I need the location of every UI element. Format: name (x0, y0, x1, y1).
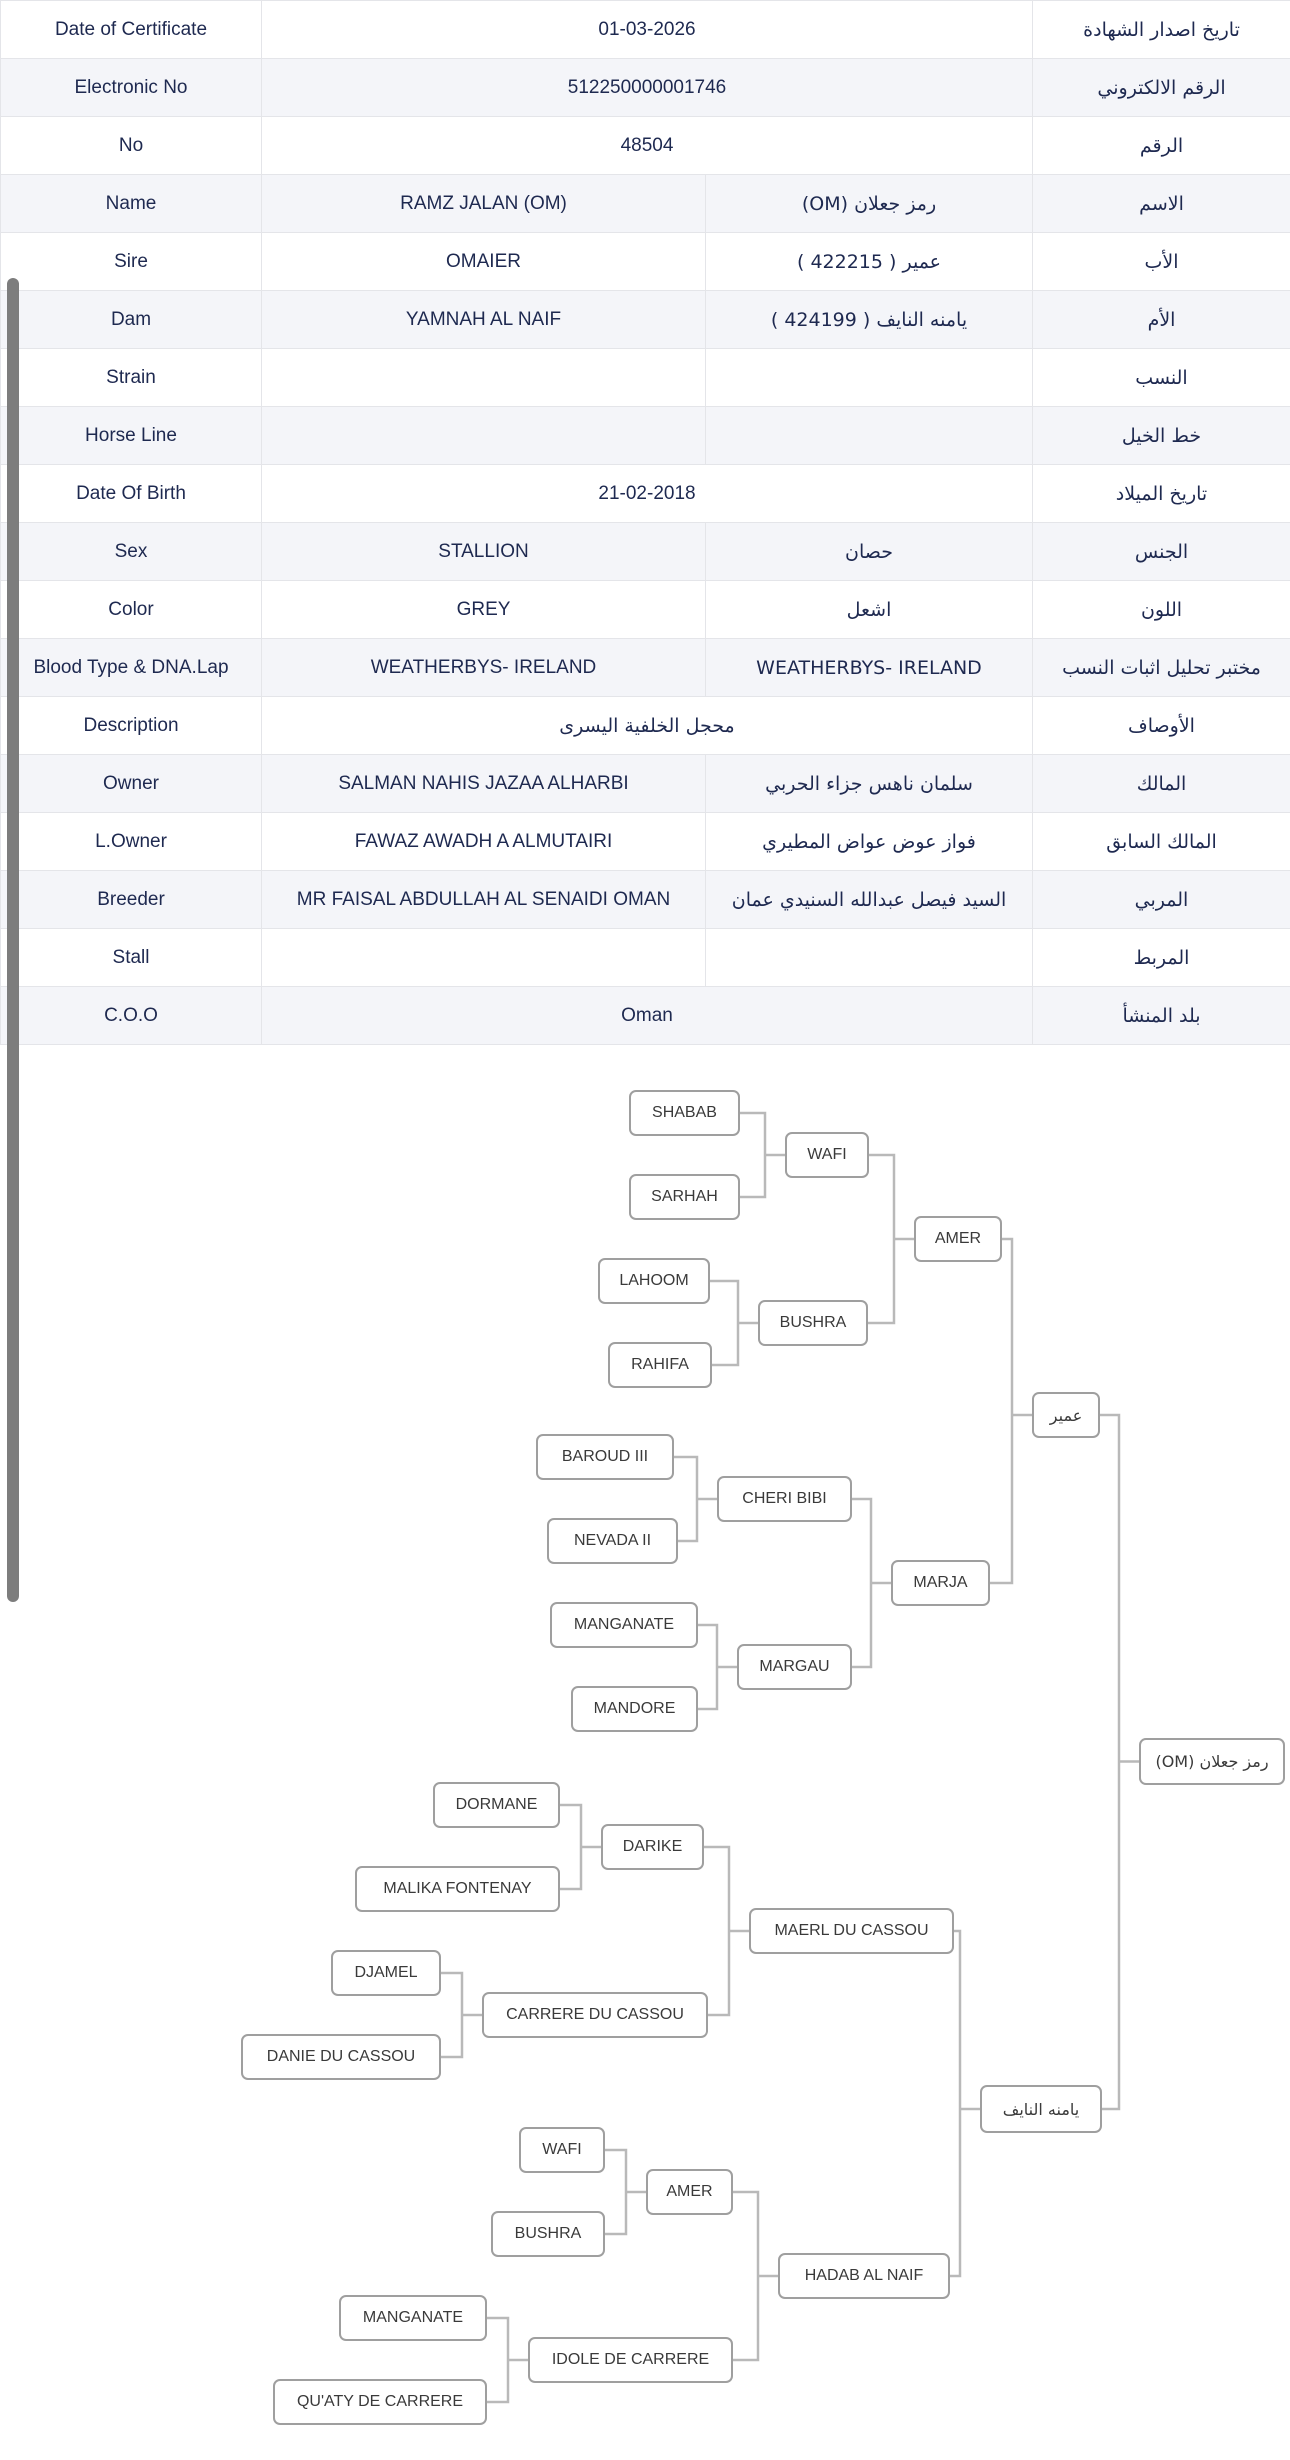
row-value: 48504 (262, 117, 1033, 175)
table-row (1, 175, 1290, 233)
row-value-ar: سلمان ناهس جزاء الحربي (706, 755, 1033, 813)
row-value-en (262, 929, 706, 987)
pedigree-node-bushra2: BUSHRA (491, 2211, 605, 2257)
table-row (1, 1, 1290, 59)
row-value-ar: WEATHERBYS- IRELAND (706, 639, 1033, 697)
row-value-en: RAMZ JALAN (OM) (262, 175, 706, 233)
row-label-en: Blood Type & DNA.Lap (1, 639, 262, 697)
row-label-ar: الأب (1033, 233, 1290, 291)
row-value-en (262, 407, 706, 465)
row-label-en: Horse Line (1, 407, 262, 465)
row-value-en: STALLION (262, 523, 706, 581)
pedigree-tree (0, 1053, 1290, 2460)
scrollbar-thumb[interactable] (7, 278, 19, 1602)
connector (868, 1155, 914, 1323)
pedigree-node-amer1: AMER (914, 1216, 1002, 1262)
table-row (1, 697, 1290, 755)
row-value-ar: يامنه النايف ( 424199 ) (706, 291, 1033, 349)
row-label-en: L.Owner (1, 813, 262, 871)
row-label-en: Owner (1, 755, 262, 813)
row-label-en: Stall (1, 929, 262, 987)
pedigree-node-bushra1: BUSHRA (758, 1300, 868, 1346)
connector (605, 2150, 646, 2234)
row-label-en: Date Of Birth (1, 465, 262, 523)
row-value-en (262, 349, 706, 407)
pedigree-node-quaty: QU'ATY DE CARRERE (273, 2379, 487, 2425)
row-label-ar: مختبر تحليل اثبات النسب (1033, 639, 1290, 697)
row-label-ar: المالك (1033, 755, 1290, 813)
table-row (1, 581, 1290, 639)
pedigree-node-baroud: BAROUD III (536, 1434, 674, 1480)
pedigree-node-sarhah: SARHAH (629, 1174, 740, 1220)
pedigree-node-carrere: CARRERE DU CASSOU (482, 1992, 708, 2038)
row-value-ar (706, 349, 1033, 407)
table-row (1, 465, 1290, 523)
row-value-ar (706, 407, 1033, 465)
table-row (1, 59, 1290, 117)
pedigree-node-cheri: CHERI BIBI (717, 1476, 852, 1522)
row-value-ar: عمير ( 422215 ) (706, 233, 1033, 291)
row-label-en: Dam (1, 291, 262, 349)
row-value-en: YAMNAH AL NAIF (262, 291, 706, 349)
table-row (1, 987, 1290, 1045)
row-value-en: OMAIER (262, 233, 706, 291)
pedigree-node-nevada: NEVADA II (547, 1518, 678, 1564)
row-value-ar: فواز عوض عواض المطيري (706, 813, 1033, 871)
row-label-ar: الاسم (1033, 175, 1290, 233)
row-value-en: WEATHERBYS- IRELAND (262, 639, 706, 697)
row-label-en: Color (1, 581, 262, 639)
connector (698, 1625, 737, 1709)
pedigree-node-yamnah_ar: يامنه النايف (980, 2085, 1102, 2133)
pedigree-node-shabab: SHABAB (629, 1090, 740, 1136)
pedigree-node-ramz: رمز جعلان (OM) (1139, 1738, 1285, 1785)
pedigree-node-hadab: HADAB AL NAIF (778, 2253, 950, 2299)
row-label-ar: المربي (1033, 871, 1290, 929)
pedigree-node-rahifa: RAHIFA (608, 1342, 712, 1388)
row-label-ar: اللون (1033, 581, 1290, 639)
pedigree-node-idole: IDOLE DE CARRERE (528, 2337, 733, 2383)
pedigree-node-margau: MARGAU (737, 1644, 852, 1690)
row-label-ar: المربط (1033, 929, 1290, 987)
pedigree-node-darike: DARIKE (601, 1824, 704, 1870)
pedigree-node-danie: DANIE DU CASSOU (241, 2034, 441, 2080)
pedigree-node-mandore: MANDORE (571, 1686, 698, 1732)
table-row (1, 117, 1290, 175)
row-value-ar: حصان (706, 523, 1033, 581)
table-row (1, 813, 1290, 871)
connector (560, 1805, 601, 1889)
row-value-ar: السيد فيصل عبدالله السنيدي عمان (706, 871, 1033, 929)
connector (704, 1847, 749, 2015)
row-label-en: Description (1, 697, 262, 755)
pedigree-node-dormane: DORMANE (433, 1782, 560, 1828)
connector (710, 1281, 758, 1365)
row-label-en: Name (1, 175, 262, 233)
row-label-en: Strain (1, 349, 262, 407)
pedigree-node-manganate1: MANGANATE (550, 1602, 698, 1648)
row-value-en: MR FAISAL ABDULLAH AL SENAIDI OMAN (262, 871, 706, 929)
connector (441, 1973, 482, 2057)
row-label-ar: النسب (1033, 349, 1290, 407)
table-row (1, 349, 1290, 407)
connector (740, 1113, 785, 1197)
table-row (1, 523, 1290, 581)
row-value: 21-02-2018 (262, 465, 1033, 523)
row-label-en: C.O.O (1, 987, 262, 1045)
pedigree-node-wafi2: WAFI (519, 2127, 605, 2173)
table-row (1, 871, 1290, 929)
row-value-en: FAWAZ AWADH A ALMUTAIRI (262, 813, 706, 871)
row-value-ar: اشعل (706, 581, 1033, 639)
connector (1100, 1415, 1139, 2109)
row-value: 512250000001746 (262, 59, 1033, 117)
connector (733, 2192, 778, 2360)
row-value-en: SALMAN NAHIS JAZAA ALHARBI (262, 755, 706, 813)
row-label-ar: بلد المنشأ (1033, 987, 1290, 1045)
pedigree-node-wafi1: WAFI (785, 1132, 869, 1178)
row-label-ar: تاريخ اصدار الشهادة (1033, 1, 1290, 59)
row-label-ar: الرقم الالكتروني (1033, 59, 1290, 117)
row-label-ar: المالك السابق (1033, 813, 1290, 871)
certificate-table (0, 0, 1290, 1045)
connector (674, 1457, 717, 1541)
row-label-ar: خط الخيل (1033, 407, 1290, 465)
connector (990, 1239, 1032, 1583)
table-row (1, 929, 1290, 987)
row-label-en: Sire (1, 233, 262, 291)
row-label-en: Breeder (1, 871, 262, 929)
table-row (1, 755, 1290, 813)
pedigree-node-lahoom: LAHOOM (598, 1258, 710, 1304)
row-value: Oman (262, 987, 1033, 1045)
row-label-ar: الأم (1033, 291, 1290, 349)
pedigree-node-manganate2: MANGANATE (339, 2295, 487, 2341)
row-value: محجل الخلفية اليسرى (262, 697, 1033, 755)
row-label-en: Electronic No (1, 59, 262, 117)
row-label-ar: الجنس (1033, 523, 1290, 581)
pedigree-node-marja: MARJA (891, 1560, 990, 1606)
row-label-en: Sex (1, 523, 262, 581)
table-row (1, 407, 1290, 465)
row-label-ar: الأوصاف (1033, 697, 1290, 755)
pedigree-node-maerl: MAERL DU CASSOU (749, 1908, 954, 1954)
row-value-en: GREY (262, 581, 706, 639)
connector (852, 1499, 891, 1667)
pedigree-node-malika: MALIKA FONTENAY (355, 1866, 560, 1912)
connector (950, 1931, 980, 2276)
row-label-en: Date of Certificate (1, 1, 262, 59)
pedigree-node-djamel: DJAMEL (331, 1950, 441, 1996)
row-label-en: No (1, 117, 262, 175)
pedigree-node-omaier_ar: عمير (1032, 1392, 1100, 1438)
pedigree-node-amer2: AMER (646, 2169, 733, 2215)
row-value: 01-03-2026 (262, 1, 1033, 59)
row-label-ar: تاريخ الميلاد (1033, 465, 1290, 523)
row-value-ar (706, 929, 1033, 987)
table-row (1, 233, 1290, 291)
table-row (1, 639, 1290, 697)
table-row (1, 291, 1290, 349)
row-value-ar: رمز جعلان (OM) (706, 175, 1033, 233)
connector (487, 2318, 528, 2402)
row-label-ar: الرقم (1033, 117, 1290, 175)
